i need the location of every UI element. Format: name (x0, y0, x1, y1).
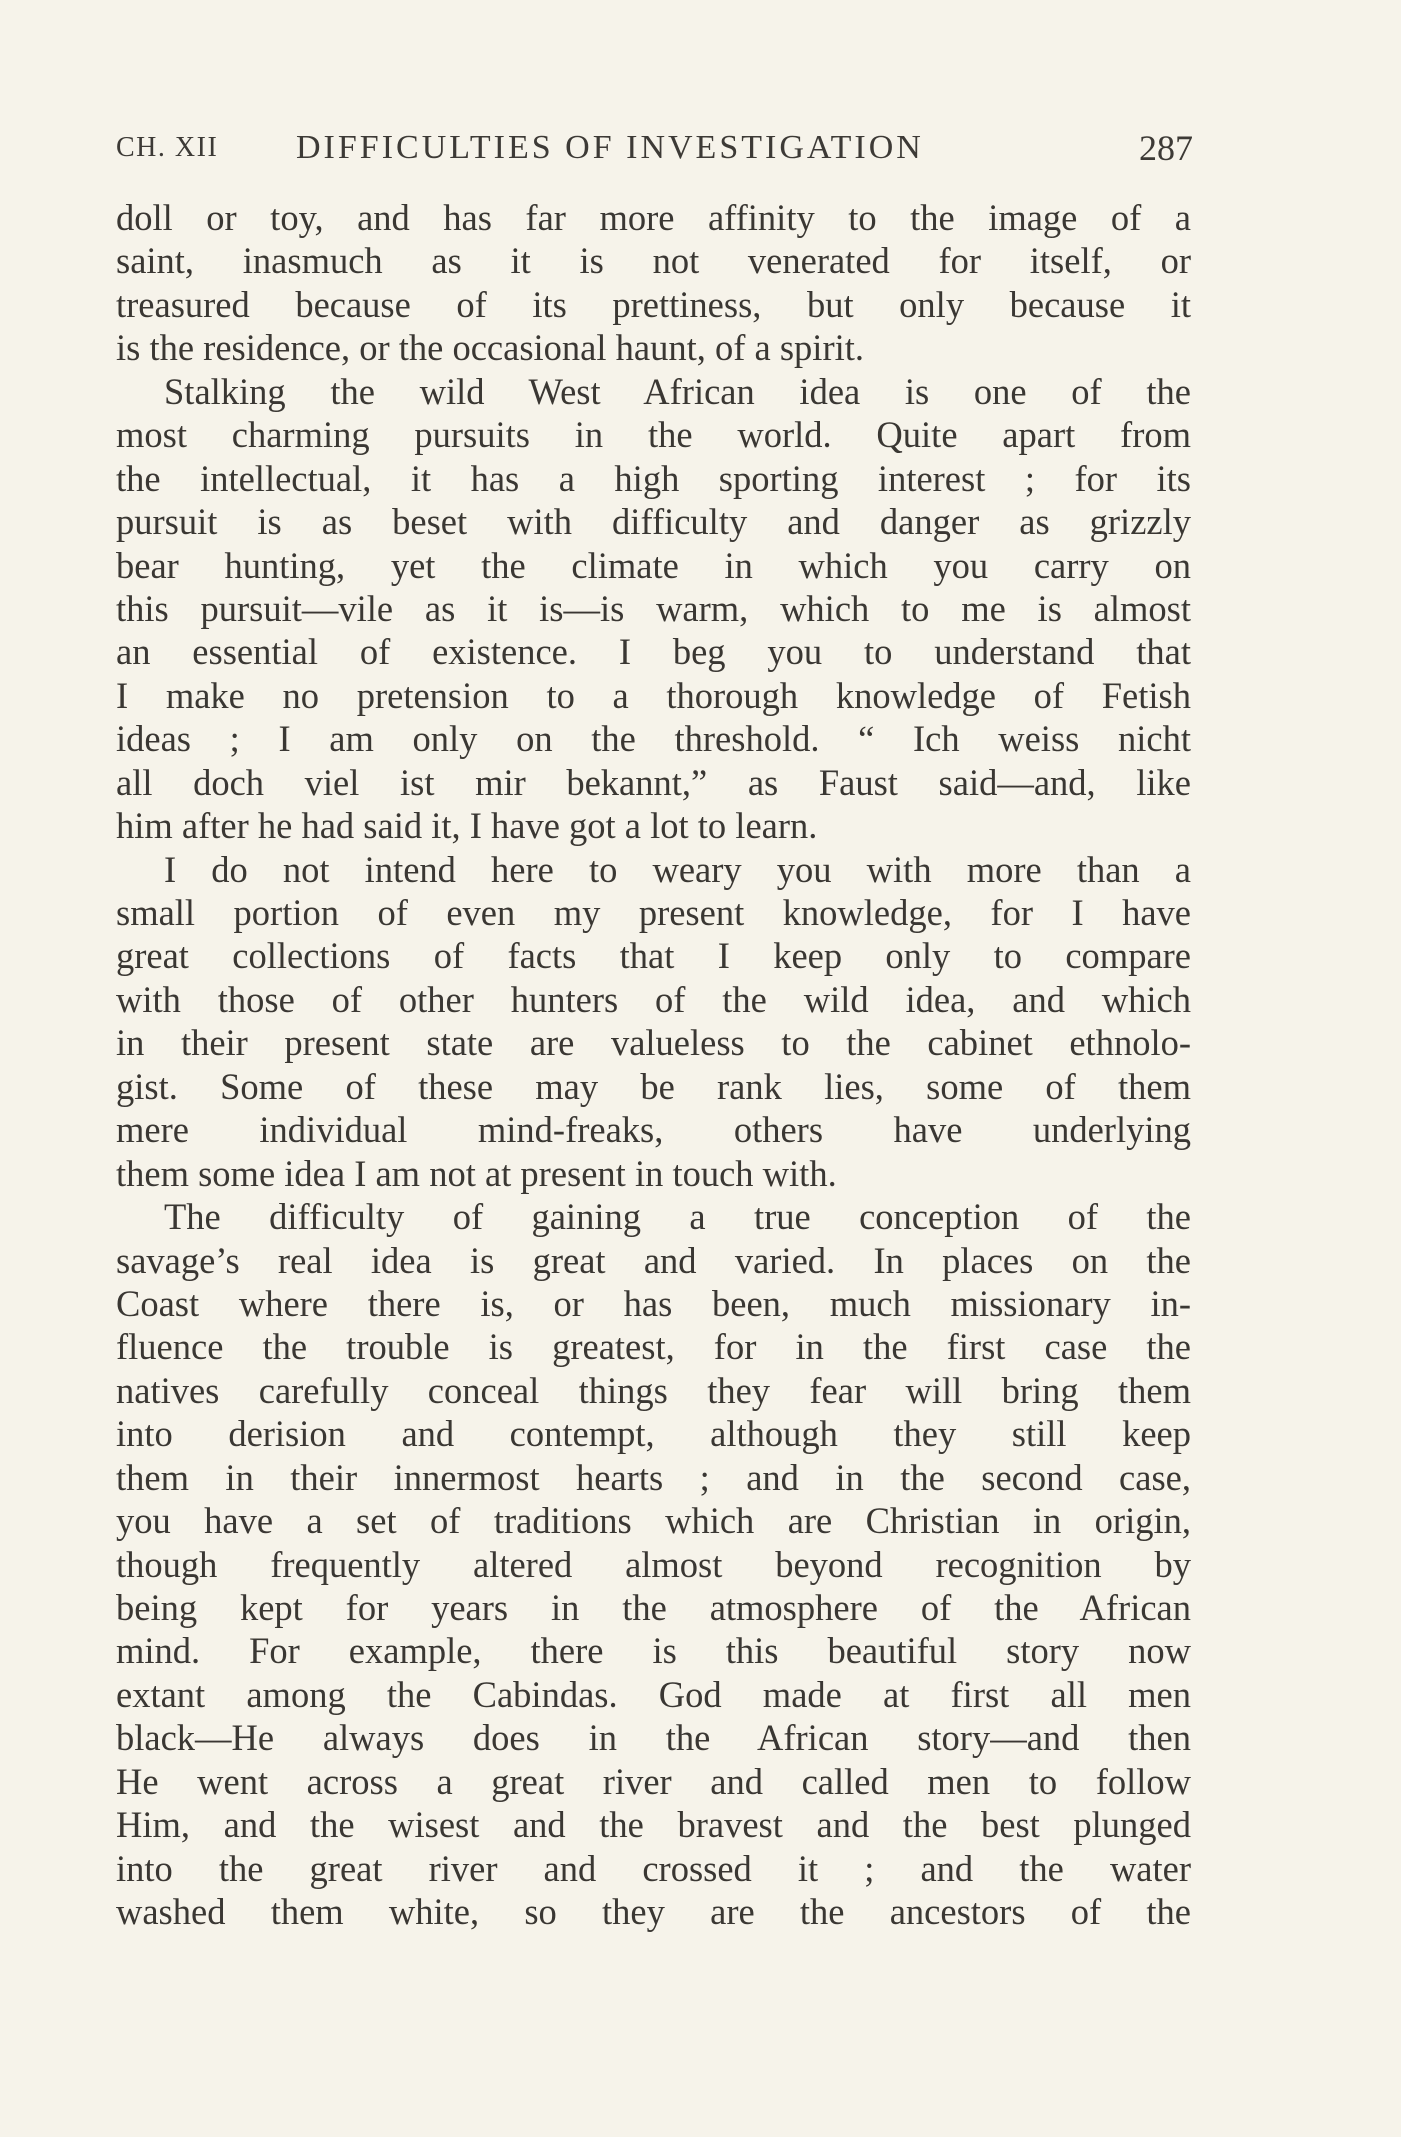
chapter-number: CH. XII (116, 132, 219, 163)
text-line: an essential of existence. I beg you to understand that (116, 631, 1191, 673)
text-line: them in their innermost hearts ; and in the second case, (116, 1456, 1191, 1498)
text-line: into the great river and crossed it ; and the water (116, 1847, 1191, 1889)
body-text (116, 196, 1191, 1934)
text-line: ideas ; I am only on the threshold. “ Ich weiss nicht (116, 718, 1191, 760)
text-line: being kept for years in the atmosphere of the African (116, 1587, 1191, 1628)
text-line: treasured because of its prettiness, but only because it (116, 283, 1191, 325)
text-line: mere individual mind-freaks, others have underlying (116, 1109, 1191, 1151)
text-line: doll or toy, and has far more affinity to the image of a (116, 197, 1191, 238)
text-line: with those of other hunters of the wild idea, and which (116, 978, 1191, 1020)
text-line: though frequently altered almost beyond recognition by (116, 1543, 1191, 1585)
text-line: I do not intend here to weary you with more than a (164, 848, 1191, 890)
page-number: 287 (1139, 128, 1193, 168)
text-line: you have a set of traditions which are Christian in origin, (116, 1500, 1191, 1542)
text-line: small portion of even my present knowledge, for I have (116, 892, 1191, 933)
text-line: saint, inasmuch as it is not venerated for itself, or (116, 240, 1191, 282)
text-line: Coast where there is, or has been, much missionary in- (116, 1282, 1191, 1324)
text-line: natives carefully conceal things they fear will bring them (116, 1369, 1191, 1411)
text-line: all doch viel ist mir bekannt,” as Faust said—and, like (116, 761, 1191, 803)
text-line: this pursuit—vile as it is—is warm, which to me is almost (116, 587, 1191, 629)
text-line: Stalking the wild West African idea is one of the (164, 370, 1191, 412)
text-line: into derision and contempt, although they still keep (116, 1413, 1191, 1455)
paragraph (116, 370, 1191, 848)
paragraph (116, 848, 1191, 1196)
text-line: fluence the trouble is greatest, for in the first case the (116, 1326, 1191, 1368)
text-line: gist. Some of these may be rank lies, some of them (116, 1065, 1191, 1107)
text-line: extant among the Cabindas. God made at first all men (116, 1673, 1191, 1715)
text-line: the intellectual, it has a high sporting interest ; for its (116, 457, 1191, 499)
text-line: mind. For example, there is this beautiful story now (116, 1630, 1191, 1672)
text-line: He went across a great river and called men to follow (116, 1760, 1191, 1802)
text-line: in their present state are valueless to the cabinet ethnolo- (116, 1022, 1191, 1064)
text-line: is the residence, or the occasional haunt, of a spirit. (116, 327, 865, 369)
text-line: washed them white, so they are the ancestors of the (116, 1891, 1191, 1933)
text-line: pursuit is as beset with difficulty and danger as grizzly (116, 501, 1191, 543)
text-line: him after he had said it, I have got a lot to learn. (116, 805, 818, 847)
text-line: Him, and the wisest and the bravest and the best plunged (116, 1804, 1191, 1846)
text-line: great collections of facts that I keep only to compare (116, 935, 1191, 977)
chapter-title: DIFFICULTIES OF INVESTIGATION (296, 129, 924, 166)
text-line: bear hunting, yet the climate in which you carry on (116, 544, 1191, 586)
text-line: The difficulty of gaining a true conception of the (164, 1196, 1191, 1238)
text-line: them some idea I am not at present in touch with. (116, 1152, 837, 1194)
text-line: savage’s real idea is great and varied. In places on the (116, 1239, 1191, 1281)
text-line: most charming pursuits in the world. Quite apart from (116, 414, 1191, 456)
text-line: black—He always does in the African story—and then (116, 1717, 1191, 1759)
text-line: I make no pretension to a thorough knowledge of Fetish (116, 674, 1191, 716)
running-head (116, 122, 1193, 174)
paragraph (116, 1195, 1191, 1933)
paragraph (116, 196, 1191, 370)
